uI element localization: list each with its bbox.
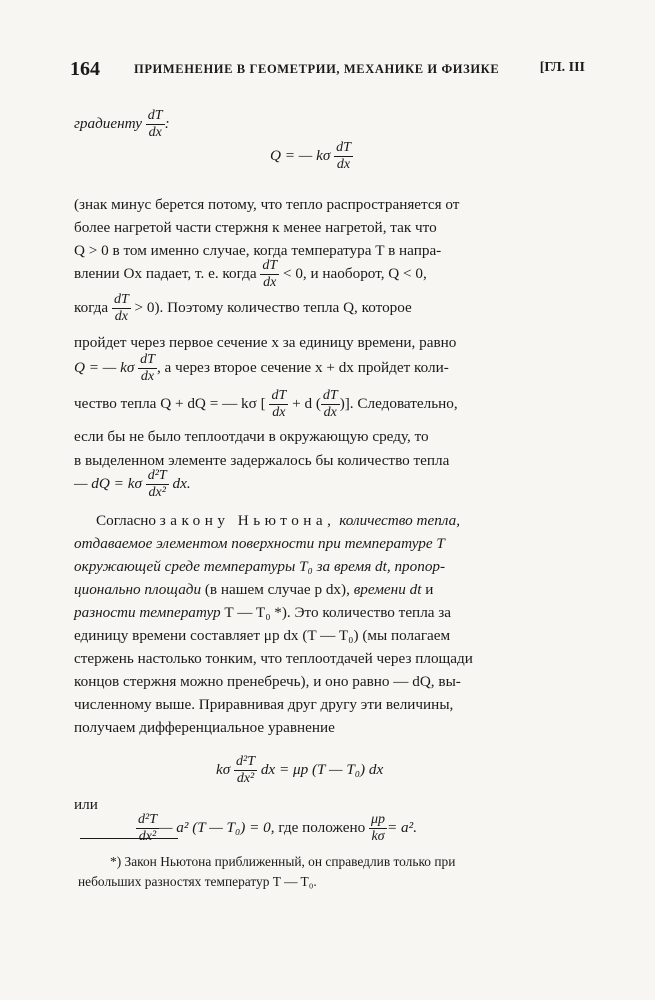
text-line (74, 468, 191, 501)
text-line: получаем дифференциальное уравнение (74, 719, 335, 736)
text-span: T — T₀ *). Это количество тепла за (224, 604, 452, 621)
frac-num: dT (322, 388, 338, 403)
text-line: единицу времени составляет μp dx (T — T₀) (мы полагаем (74, 627, 451, 644)
text-span: — a² (T — T₀) = 0, (158, 818, 275, 836)
frac-num: dT (271, 388, 287, 403)
equation-heat-flux (270, 140, 353, 173)
text-line: более нагретой части стержня к менее нагретой, так что (74, 219, 437, 236)
fraction-dT-dx (334, 140, 353, 173)
fraction-dT-dx (146, 108, 165, 141)
frac-num: d²T (138, 812, 157, 827)
text-line: в выделенном элементе задержалось бы количество тепла (74, 452, 450, 469)
text-line (96, 512, 460, 530)
fraction-d2T-dx2 (234, 754, 257, 787)
footnote-line: небольших разностях температур T — T₀. (78, 874, 317, 889)
frac-num: dT (113, 292, 129, 307)
chapter-label: [ГЛ. III (539, 60, 585, 75)
text-span: ционально площади (74, 581, 202, 598)
fraction-dT-dx (260, 258, 279, 291)
text-span: где положено (278, 818, 366, 836)
equation-differential (136, 812, 417, 845)
text-span: kσ (216, 760, 231, 778)
frac-den: dx (263, 275, 277, 290)
text-line: Q > 0 в том именно случае, когда температура T в напра- (74, 242, 442, 259)
text-span: разности температур (74, 604, 221, 621)
text-line (74, 388, 458, 421)
frac-den: dx (272, 405, 286, 420)
text-span: , а через второе сечение x + dx пройдет коли- (156, 358, 449, 376)
text-span: = a². (387, 818, 418, 836)
frac-den: dx (148, 125, 162, 140)
text-span: < 0, и наоборот, Q < 0, (282, 264, 427, 282)
text-span: — dQ = kσ (74, 474, 142, 492)
frac-num: dT (336, 140, 351, 155)
text-line (74, 352, 449, 385)
text-span: Согласно (96, 512, 156, 529)
text-span: закону Ньютона, (159, 512, 336, 529)
footnote-line: *) Закон Ньютона приближенный, он справедлив только при (110, 854, 456, 869)
text-line (74, 581, 433, 599)
running-head: ПРИМЕНЕНИЕ В ГЕОМЕТРИИ, МЕХАНИКЕ И ФИЗИКЕ (134, 62, 500, 76)
fraction-d2T-dx2 (136, 812, 159, 845)
text-line (74, 108, 170, 141)
frac-den: dx (336, 157, 351, 172)
fraction-dT-dx (321, 388, 340, 421)
frac-num: dT (147, 108, 163, 123)
text-span: Q = — kσ (270, 146, 331, 164)
text-span: (в нашем случае p dx), (204, 581, 350, 598)
fraction-mup-ksigma (369, 812, 387, 845)
text-span: чество тепла Q + dQ = — kσ [ (74, 394, 266, 412)
frac-den: dx² (236, 771, 255, 786)
text-line: концов стержня можно пренебречь), и оно равно — dQ, вы- (74, 673, 461, 690)
fraction-dT-dx (269, 388, 288, 421)
frac-den: dx (140, 369, 155, 384)
text-span: + d ( (292, 394, 321, 412)
text-span: : (164, 114, 170, 132)
page-header (70, 58, 585, 82)
text-span: dx. (172, 474, 191, 492)
fraction-d2T-dx2 (146, 468, 169, 501)
text-span: и (425, 581, 434, 598)
text-span: dx = μp (T — T₀) dx (260, 760, 384, 778)
text-span: )]. Следовательно, (339, 394, 458, 412)
text-span: количество тепла, (339, 512, 461, 529)
frac-den: kσ (371, 829, 385, 844)
text-span: > 0). Поэтому количество тепла Q, которое (134, 298, 412, 316)
frac-num: dT (140, 352, 155, 367)
frac-num: dT (262, 258, 278, 273)
text-line: окружающей среде температуры T₀ за время dt, пропор- (74, 558, 446, 575)
text-span: влении Ox падает, т. е. когда (74, 264, 257, 282)
footnote-divider (80, 838, 178, 839)
frac-num: μp (370, 812, 386, 827)
frac-den: dx (323, 405, 337, 420)
frac-den: dx² (138, 829, 157, 844)
text-span: времени dt (353, 581, 422, 598)
frac-num: d²T (236, 754, 256, 769)
frac-den: dx (114, 309, 128, 324)
fraction-dT-dx (138, 352, 157, 385)
text-span: когда (74, 298, 109, 316)
text-line: пройдет через первое сечение x за единицу времени, равно (74, 334, 457, 351)
frac-num: d²T (147, 468, 167, 483)
text-line: численному выше. Приравнивая друг другу эти величины, (74, 696, 454, 713)
text-line: или (74, 796, 98, 813)
text-line: если бы не было теплоотдачи в окружающую среду, то (74, 428, 429, 445)
frac-den: dx² (148, 485, 166, 500)
text-line: отдаваемое элементом поверхности при температуре T (74, 535, 445, 552)
text-line: (знак минус берется потому, что тепло распространяется от (74, 196, 460, 213)
equation-balance (216, 754, 383, 787)
page-number: 164 (70, 58, 100, 80)
text-line: стержень настолько тонким, что теплоотдачей через площади (74, 650, 473, 667)
fraction-dT-dx (112, 292, 131, 325)
text-line (74, 292, 412, 325)
text-span: Q = — kσ (74, 358, 135, 376)
text-line (74, 258, 427, 291)
text-line (74, 604, 451, 622)
text-span: градиенту (74, 114, 142, 132)
